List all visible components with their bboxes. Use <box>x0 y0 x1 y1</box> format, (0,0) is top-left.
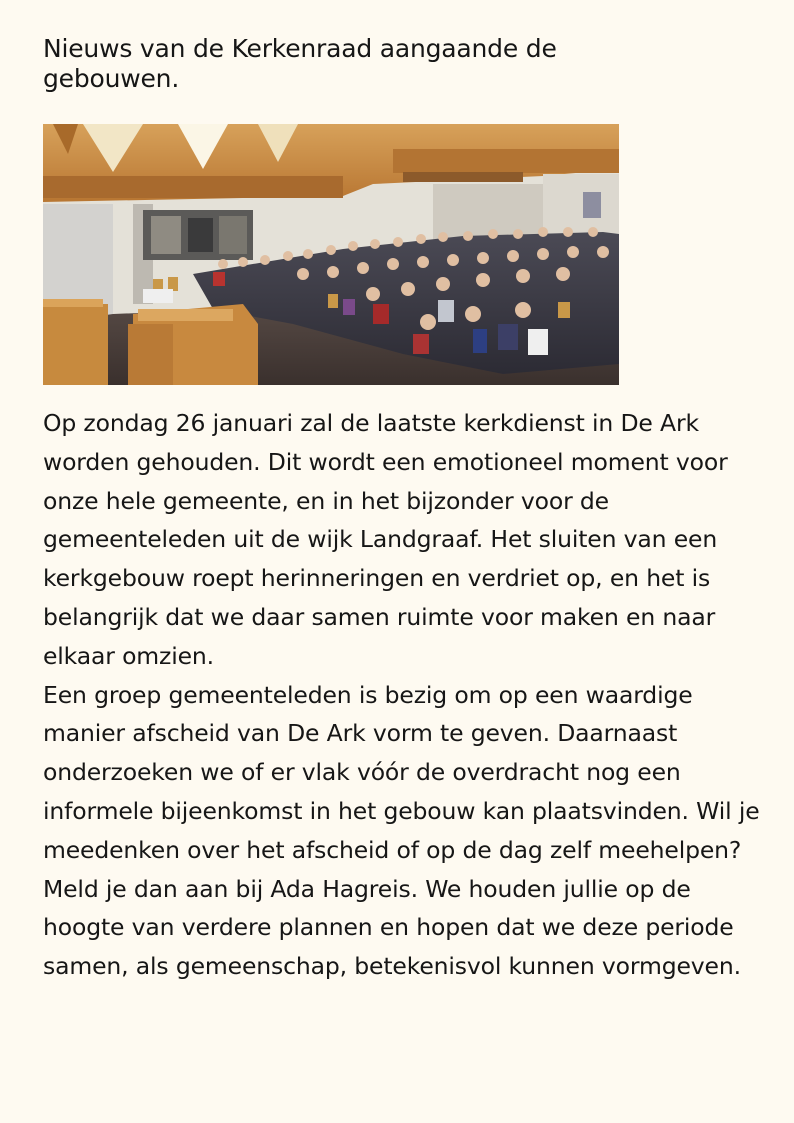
church-interior-photo <box>43 124 619 385</box>
paragraph: Op zondag 26 januari zal de laatste kerkdienst in De Ark worden gehouden. Dit wordt een emotioneel moment voor onze hele gemeente, en in het bijzonder voor de gemeenteleden uit de wijk Landgraaf. Het sluiten van een kerkgebouw roept herinneringen en verdriet op, en het is belangrijk dat we daar samen ruimte voor maken en naar elkaar omzien. <box>43 409 728 670</box>
article-title: Nieuws van de Kerkenraad aangaande de gebouwen. <box>43 34 557 93</box>
paragraph: Een groep gemeenteleden is bezig om op een waardige manier afscheid van De Ark vorm te geven. Daarnaast onderzoeken we of er vlak vóór de overdracht nog een informele bijeenkomst in het gebouw kan plaatsvinden. Wil je meedenken over het afscheid of op de dag zelf meehelpen? Meld je dan aan bij Ada Hagreis. We houden jullie op de hoogte van verdere plannen en hopen dat we deze periode samen, als gemeenschap, betekenisvol kunnen vormgeven. <box>43 680 760 981</box>
article <box>43 34 763 986</box>
article-body <box>43 404 761 986</box>
